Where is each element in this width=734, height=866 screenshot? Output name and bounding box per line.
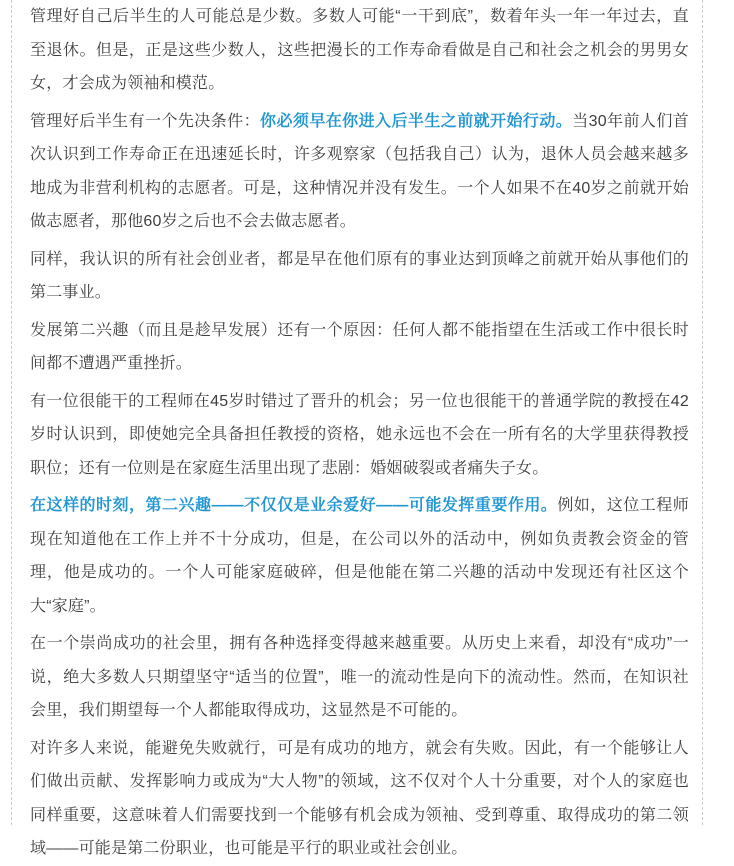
paragraph bbox=[30, 732, 689, 866]
article-content bbox=[30, 0, 689, 866]
text-run: 当30年前人们首次认识到工作寿命正在迅速延长时，许多观察家（包括我自己）认为，退休人员会越来越多地成为非营利机构的志愿者。可是，这种情况并没有发生。一个人如果不在40岁之前就开始做志愿者，那他60岁之后也不会去做志愿者。 bbox=[30, 112, 689, 230]
paragraph bbox=[30, 314, 689, 381]
highlighted-sentence: 你必须早在你进入后半生之前就开始行动。 bbox=[260, 112, 573, 130]
paragraph bbox=[30, 0, 689, 101]
text-run: 管理好自己后半生的人可能总是少数。多数人可能“一干到底”，数着年头一年一年过去，直至退休。但是，正是这些少数人，这些把漫长的工作寿命看做是自己和社会之机会的男男女女，才会成为领袖和模范。 bbox=[30, 8, 689, 92]
text-run: 例如，这位工程师现在知道他在工作上并不十分成功，但是，在公司以外的活动中，例如负责教会资金的管理，他是成功的。一个人可能家庭破碎，但是他能在第二兴趣的活动中发现还有社区这个大“家庭”。 bbox=[30, 497, 689, 615]
paragraph bbox=[30, 243, 689, 310]
text-run: 管理好后半生有一个先决条件： bbox=[30, 112, 261, 130]
paragraph bbox=[30, 105, 689, 239]
paragraph bbox=[30, 385, 689, 486]
text-run: 发展第二兴趣（而且是趁早发展）还有一个原因：任何人都不能指望在生活或工作中很长时间都不遭遇严重挫折。 bbox=[30, 321, 689, 372]
highlighted-sentence: 在这样的时刻，第二兴趣——不仅仅是业余爱好——可能发挥重要作用。 bbox=[30, 497, 558, 514]
paragraph bbox=[30, 627, 689, 728]
paragraph bbox=[30, 489, 689, 623]
article-panel bbox=[11, 0, 703, 857]
text-run: 同样，我认识的所有社会创业者，都是早在他们原有的事业达到顶峰之前就开始从事他们的第二事业。 bbox=[30, 250, 689, 301]
text-run: 对许多人来说，能避免失败就行，可是有成功的地方，就会有失败。因此，有一个能够让人们做出贡献、发挥影响力或成为“大人物”的领域，这不仅对个人十分重要，对个人的家庭也同样重要，这意味着人们需要找到一个能够有机会成为领袖、受到尊重、取得成功的第二领域——可能是第二份职业，也可能是平行的职业或社会创业。 bbox=[30, 739, 689, 857]
text-run: 有一位很能干的工程师在45岁时错过了晋升的机会；另一位也很能干的普通学院的教授在42岁时认识到，即使她完全具备担任教授的资格，她永远也不会在一所有名的大学里获得教授职位；还有一位则是在家庭生活里出现了悲剧：婚姻破裂或者痛失子女。 bbox=[30, 392, 689, 477]
text-run: 在一个崇尚成功的社会里，拥有各种选择变得越来越重要。从历史上来看，却没有“成功”一说，绝大多数人只期望坚守“适当的位置”，唯一的流动性是向下的流动性。然而，在知识社会里，我们期望每一个人都能取得成功，这显然是不可能的。 bbox=[30, 635, 689, 719]
